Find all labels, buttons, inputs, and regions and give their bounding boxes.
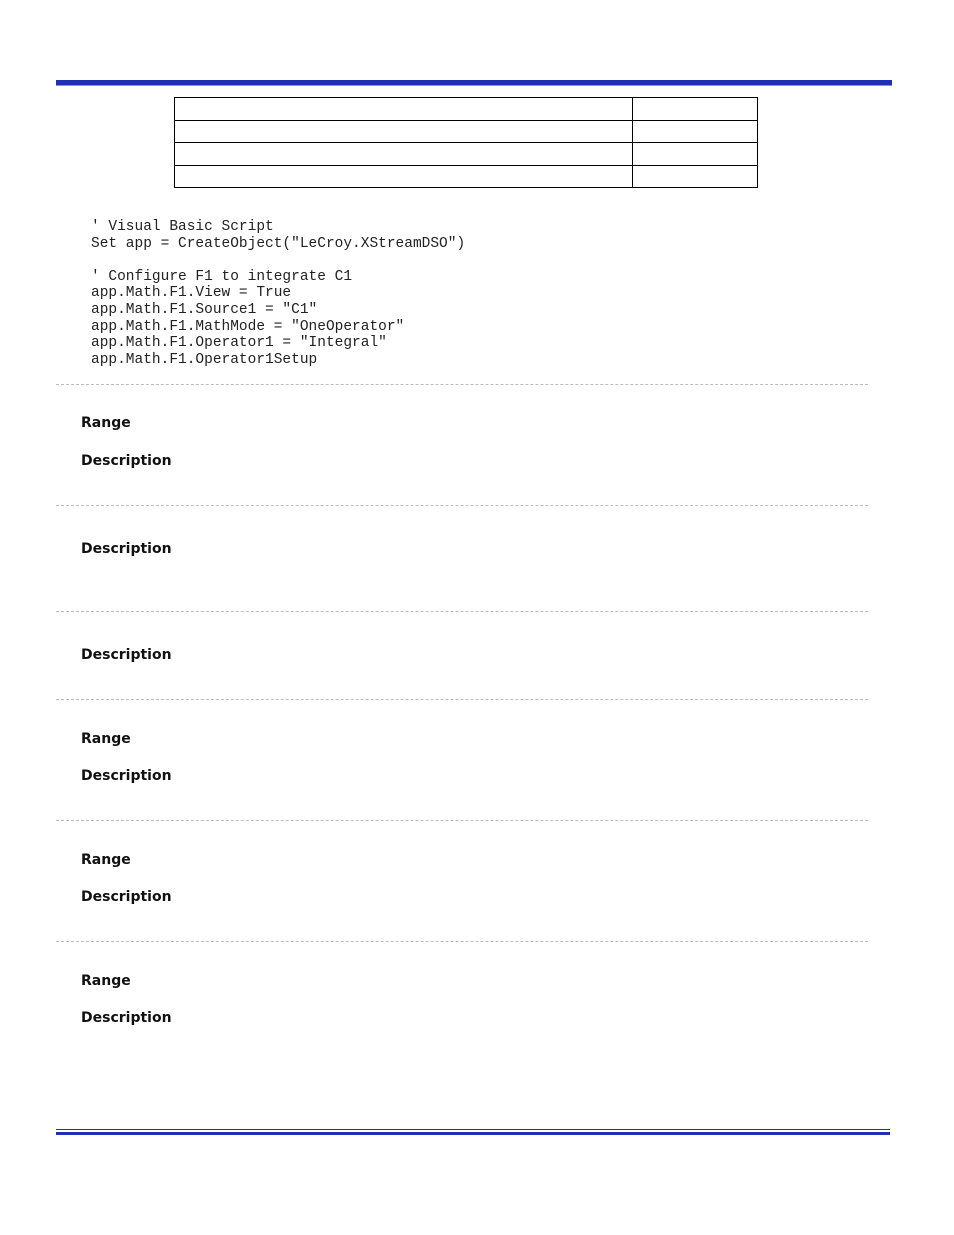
code-line: app.Math.F1.Operator1Setup: [91, 351, 318, 368]
table-cell: [175, 98, 633, 121]
code-line: app.Math.F1.View = True: [91, 285, 292, 302]
code-line: app.Math.F1.MathMode = "OneOperator": [91, 318, 405, 335]
description-heading: Description: [81, 541, 172, 557]
description-heading: Description: [81, 647, 172, 663]
table-row: [175, 165, 758, 188]
parameter-table: [174, 97, 758, 188]
table-cell: [633, 165, 758, 188]
table-row: [175, 143, 758, 166]
section-separator: [56, 505, 868, 506]
table-cell: [175, 120, 633, 143]
code-example: [91, 219, 465, 368]
section-separator: [56, 699, 868, 700]
table-cell: [633, 120, 758, 143]
table-row: [175, 120, 758, 143]
range-heading: Range: [81, 973, 131, 989]
code-line: Set app = CreateObject("LeCroy.XStreamDSO"): [91, 235, 466, 252]
description-heading: Description: [81, 453, 172, 469]
range-heading: Range: [81, 852, 131, 868]
table-cell: [633, 98, 758, 121]
table-cell: [175, 165, 633, 188]
section-separator: [56, 611, 868, 612]
table-cell: [633, 143, 758, 166]
table-row: [175, 98, 758, 121]
code-line: app.Math.F1.Operator1 = "Integral": [91, 335, 387, 352]
code-line: ' Visual Basic Script: [91, 219, 274, 235]
description-heading: Description: [81, 768, 172, 784]
range-heading: Range: [81, 731, 131, 747]
footer-rule-thin: [56, 1129, 890, 1130]
code-line: ' Configure F1 to integrate C1: [91, 268, 353, 285]
description-heading: Description: [81, 889, 172, 905]
header-rule-shadow: [56, 85, 892, 86]
section-separator: [56, 384, 868, 385]
description-heading: Description: [81, 1010, 172, 1026]
section-separator: [56, 820, 868, 821]
section-separator: [56, 941, 868, 942]
range-heading: Range: [81, 415, 131, 431]
table-cell: [175, 143, 633, 166]
code-line: app.Math.F1.Source1 = "C1": [91, 301, 318, 318]
footer-rule-thick: [56, 1132, 890, 1135]
